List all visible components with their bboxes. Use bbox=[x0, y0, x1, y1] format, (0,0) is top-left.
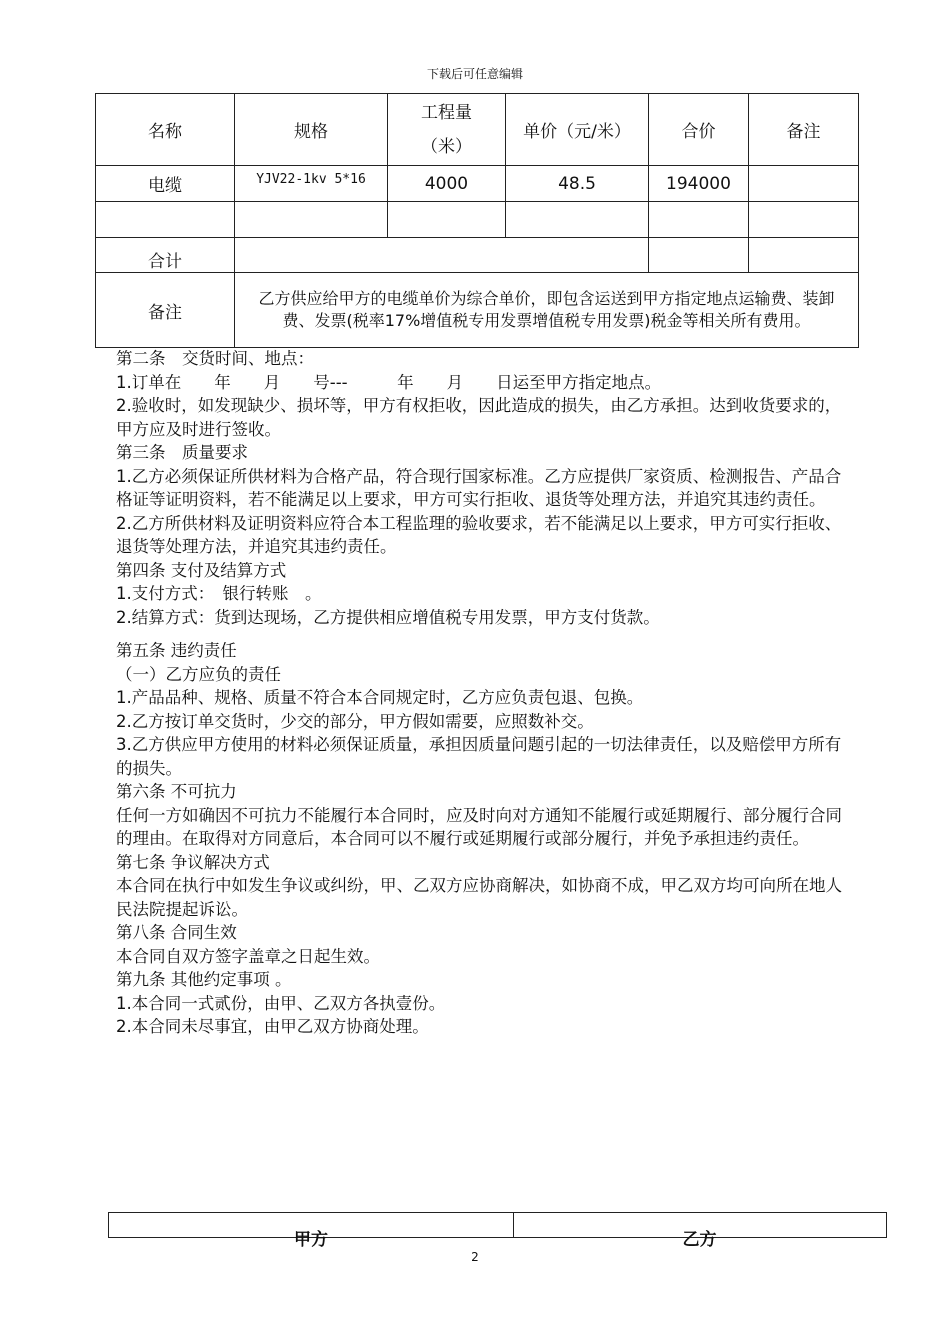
clause-heading: 第二条 交货时间、地点： bbox=[116, 349, 314, 368]
header-cell: 单价（元/米） bbox=[506, 94, 649, 166]
clause-text: 本合同在执行中如发生争议或纠纷，甲、乙双方应协商解决，如协商不成，甲乙双方均可向所在地人民法院提起诉讼。 bbox=[116, 876, 842, 919]
clause-text: 2.乙方所供材料及证明资料应符合本工程监理的验收要求，若不能满足以上要求，甲方可实行拒收、退货等处理方法，并追究其违约责任。 bbox=[116, 513, 842, 556]
table-cell: 194000 bbox=[649, 166, 749, 202]
party-b-label: 乙方 bbox=[682, 1230, 717, 1250]
clause-text: 2.乙方按订单交货时，少交的部分，甲方假如需要，应照数补交。 bbox=[116, 711, 594, 731]
note-text: 乙方供应给甲方的电缆单价为综合单价，即包含运送到甲方指定地点运输费、装卸费、发票(税率17%增值税专用发票增值税专用发票)税金等相关所有费用。 bbox=[235, 273, 859, 348]
table-cell: 48.5 bbox=[506, 166, 649, 202]
price-table bbox=[95, 93, 859, 348]
clause-text: 3.乙方供应甲方使用的材料必须保证质量，承担因质量问题引起的一切法律责任，以及赔偿甲方所有的损失。 bbox=[116, 735, 842, 778]
table-note-row bbox=[96, 273, 859, 348]
table-row bbox=[96, 166, 859, 202]
contract-body bbox=[116, 347, 846, 1039]
clause-text: 1.产品品种、规格、质量不符合本合同规定时，乙方应负责包退、包换。 bbox=[116, 688, 644, 707]
clause-heading: 第六条 不可抗力 bbox=[116, 782, 237, 801]
total-label: 合计 bbox=[96, 238, 235, 273]
header-cell: 规格 bbox=[235, 94, 388, 166]
header-cell: 合价 bbox=[649, 94, 749, 166]
clause-text: 本合同自双方签字盖章之日起生效。 bbox=[116, 946, 380, 966]
clause-text: 任何一方如确因不可抗力不能履行本合同时，应及时向对方通知不能履行或延期履行、部分履行合同的理由。在取得对方同意后，本合同可以不履行或延期履行或部分履行，并免予承担违约责任。 bbox=[116, 805, 842, 848]
clause-text: 1.乙方必须保证所供材料为合格产品，符合现行国家标准。乙方应提供厂家资质、检测报告、产品合格证等证明资料，若不能满足以上要求，甲方可实行拒收、退货等处理方法，并追究其违约责任。 bbox=[116, 466, 842, 509]
table-header-row bbox=[96, 94, 859, 166]
table-cell: YJV22-1kv 5*16 bbox=[235, 166, 388, 202]
clause-heading: 第八条 合同生效 bbox=[116, 923, 237, 942]
note-label: 备注 bbox=[96, 273, 235, 348]
clause-heading: 第五条 违约责任 bbox=[116, 641, 237, 660]
page-number: 2 bbox=[471, 1250, 479, 1264]
page-header: 下载后可任意编辑 bbox=[426, 67, 523, 81]
clause-subheading: （一）乙方应负的责任 bbox=[116, 664, 281, 684]
table-total-row bbox=[96, 238, 859, 273]
clause-text: 1.支付方式： 银行转账 。 bbox=[116, 584, 322, 603]
table-cell bbox=[749, 166, 859, 202]
party-a-label: 甲方 bbox=[294, 1230, 328, 1250]
table-row-empty bbox=[96, 202, 859, 238]
clause-heading: 第四条 支付及结算方式 bbox=[116, 560, 287, 580]
header-cell: 备注 bbox=[749, 94, 859, 166]
clause-heading: 第七条 争议解决方式 bbox=[116, 852, 270, 872]
clause-text: 1.订单在 年 月 号--- 年 月 日运至甲方指定地点。 bbox=[116, 372, 662, 392]
header-cell: 工程量（米） bbox=[388, 94, 506, 166]
clause-text: 1.本合同一式贰份，由甲、乙双方各执壹份。 bbox=[116, 993, 446, 1013]
table-cell: 4000 bbox=[388, 166, 506, 202]
clause-text: 2.结算方式：货到达现场，乙方提供相应增值税专用发票，甲方支付货款。 bbox=[116, 607, 660, 627]
signature-table bbox=[108, 1212, 887, 1250]
clause-text: 2.验收时，如发现缺少、损坏等，甲方有权拒收，因此造成的损失，由乙方承担。达到收货要求的，甲方应及时进行签收。 bbox=[116, 396, 842, 439]
table-cell: 电缆 bbox=[96, 166, 235, 202]
clause-text: 2.本合同未尽事宜，由甲乙双方协商处理。 bbox=[116, 1017, 429, 1036]
clause-heading: 第九条 其他约定事项 。 bbox=[116, 970, 292, 989]
header-cell: 名称 bbox=[96, 94, 235, 166]
clause-heading: 第三条 质量要求 bbox=[116, 443, 248, 462]
